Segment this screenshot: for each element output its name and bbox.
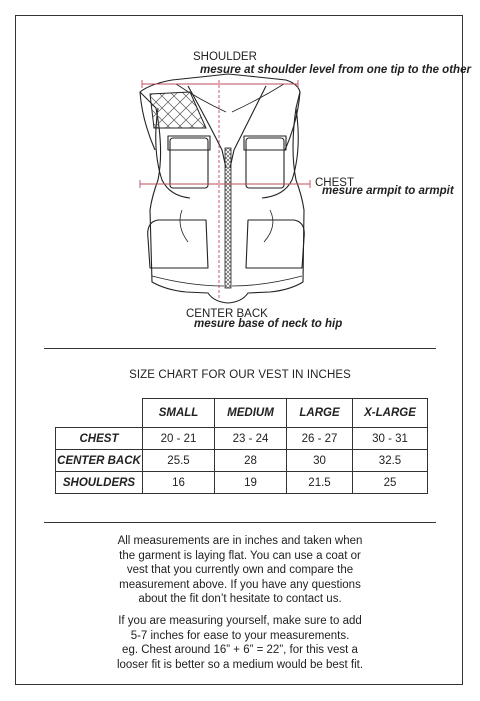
table-cell: 32.5: [353, 450, 428, 472]
measurement-notes-paragraph-1: [0, 534, 480, 607]
divider-bottom: [44, 522, 436, 523]
table-row: [56, 450, 428, 472]
table-cell: 16: [143, 472, 215, 494]
size-header-small: SMALL: [143, 399, 215, 428]
header-blank-cell: [56, 399, 143, 428]
size-header-xlarge: X-LARGE: [353, 399, 428, 428]
size-chart-title: SIZE CHART FOR OUR VEST IN INCHES: [129, 369, 351, 381]
right-chest-pocket: [246, 138, 284, 188]
size-header-row: [56, 399, 428, 428]
note-line: the garment is laying flat. You can use a coat or: [119, 549, 361, 562]
center-back-label: CENTER BACK: [186, 308, 268, 320]
note-line: vest that you currently own and compare the: [126, 564, 354, 577]
table-row: [56, 472, 428, 494]
measurement-notes-paragraph-2: [0, 614, 480, 672]
row-label-center-back: CENTER BACK: [56, 450, 143, 472]
left-lower-pocket: [148, 220, 208, 268]
row-label-chest: CHEST: [56, 428, 143, 450]
zipper: [225, 148, 231, 288]
shoulder-label: SHOULDER: [193, 51, 257, 63]
divider-top: [44, 348, 436, 349]
size-header-medium: MEDIUM: [215, 399, 287, 428]
row-label-shoulders: SHOULDERS: [56, 472, 143, 494]
table-cell: 25.5: [143, 450, 215, 472]
note-line: 5-7 inches for ease to your measurements.: [130, 629, 350, 642]
note-line: measurement above. If you have any questions: [119, 578, 361, 591]
size-chart-table: [55, 398, 428, 494]
table-cell: 25: [353, 472, 428, 494]
table-row: [56, 428, 428, 450]
shoulder-note: mesure at shoulder level from one tip to the other: [200, 64, 471, 76]
note-line: If you are measuring yourself, make sure to add: [118, 615, 362, 627]
note-line: All measurements are in inches and taken when: [117, 535, 363, 547]
table-cell: 21.5: [287, 472, 353, 494]
left-chest-pocket: [170, 138, 208, 188]
table-cell: 20 - 21: [143, 428, 215, 450]
center-back-note: mesure base of neck to hip: [194, 318, 343, 330]
table-cell: 28: [215, 450, 287, 472]
table-cell: 19: [215, 472, 287, 494]
table-cell: 26 - 27: [287, 428, 353, 450]
size-header-large: LARGE: [287, 399, 353, 428]
table-cell: 30: [287, 450, 353, 472]
chest-note: mesure armpit to armpit: [322, 185, 454, 197]
note-line: about the fit don’t hesitate to contact us.: [138, 593, 342, 606]
table-cell: 30 - 31: [353, 428, 428, 450]
chest-label: CHEST: [315, 177, 354, 189]
note-line: eg. Chest around 16” + 6” = 22”, for this vest a: [122, 644, 358, 657]
note-line: looser fit is better so a medium would be best fit.: [116, 658, 364, 671]
table-cell: 23 - 24: [215, 428, 287, 450]
right-lower-pocket: [246, 220, 304, 268]
